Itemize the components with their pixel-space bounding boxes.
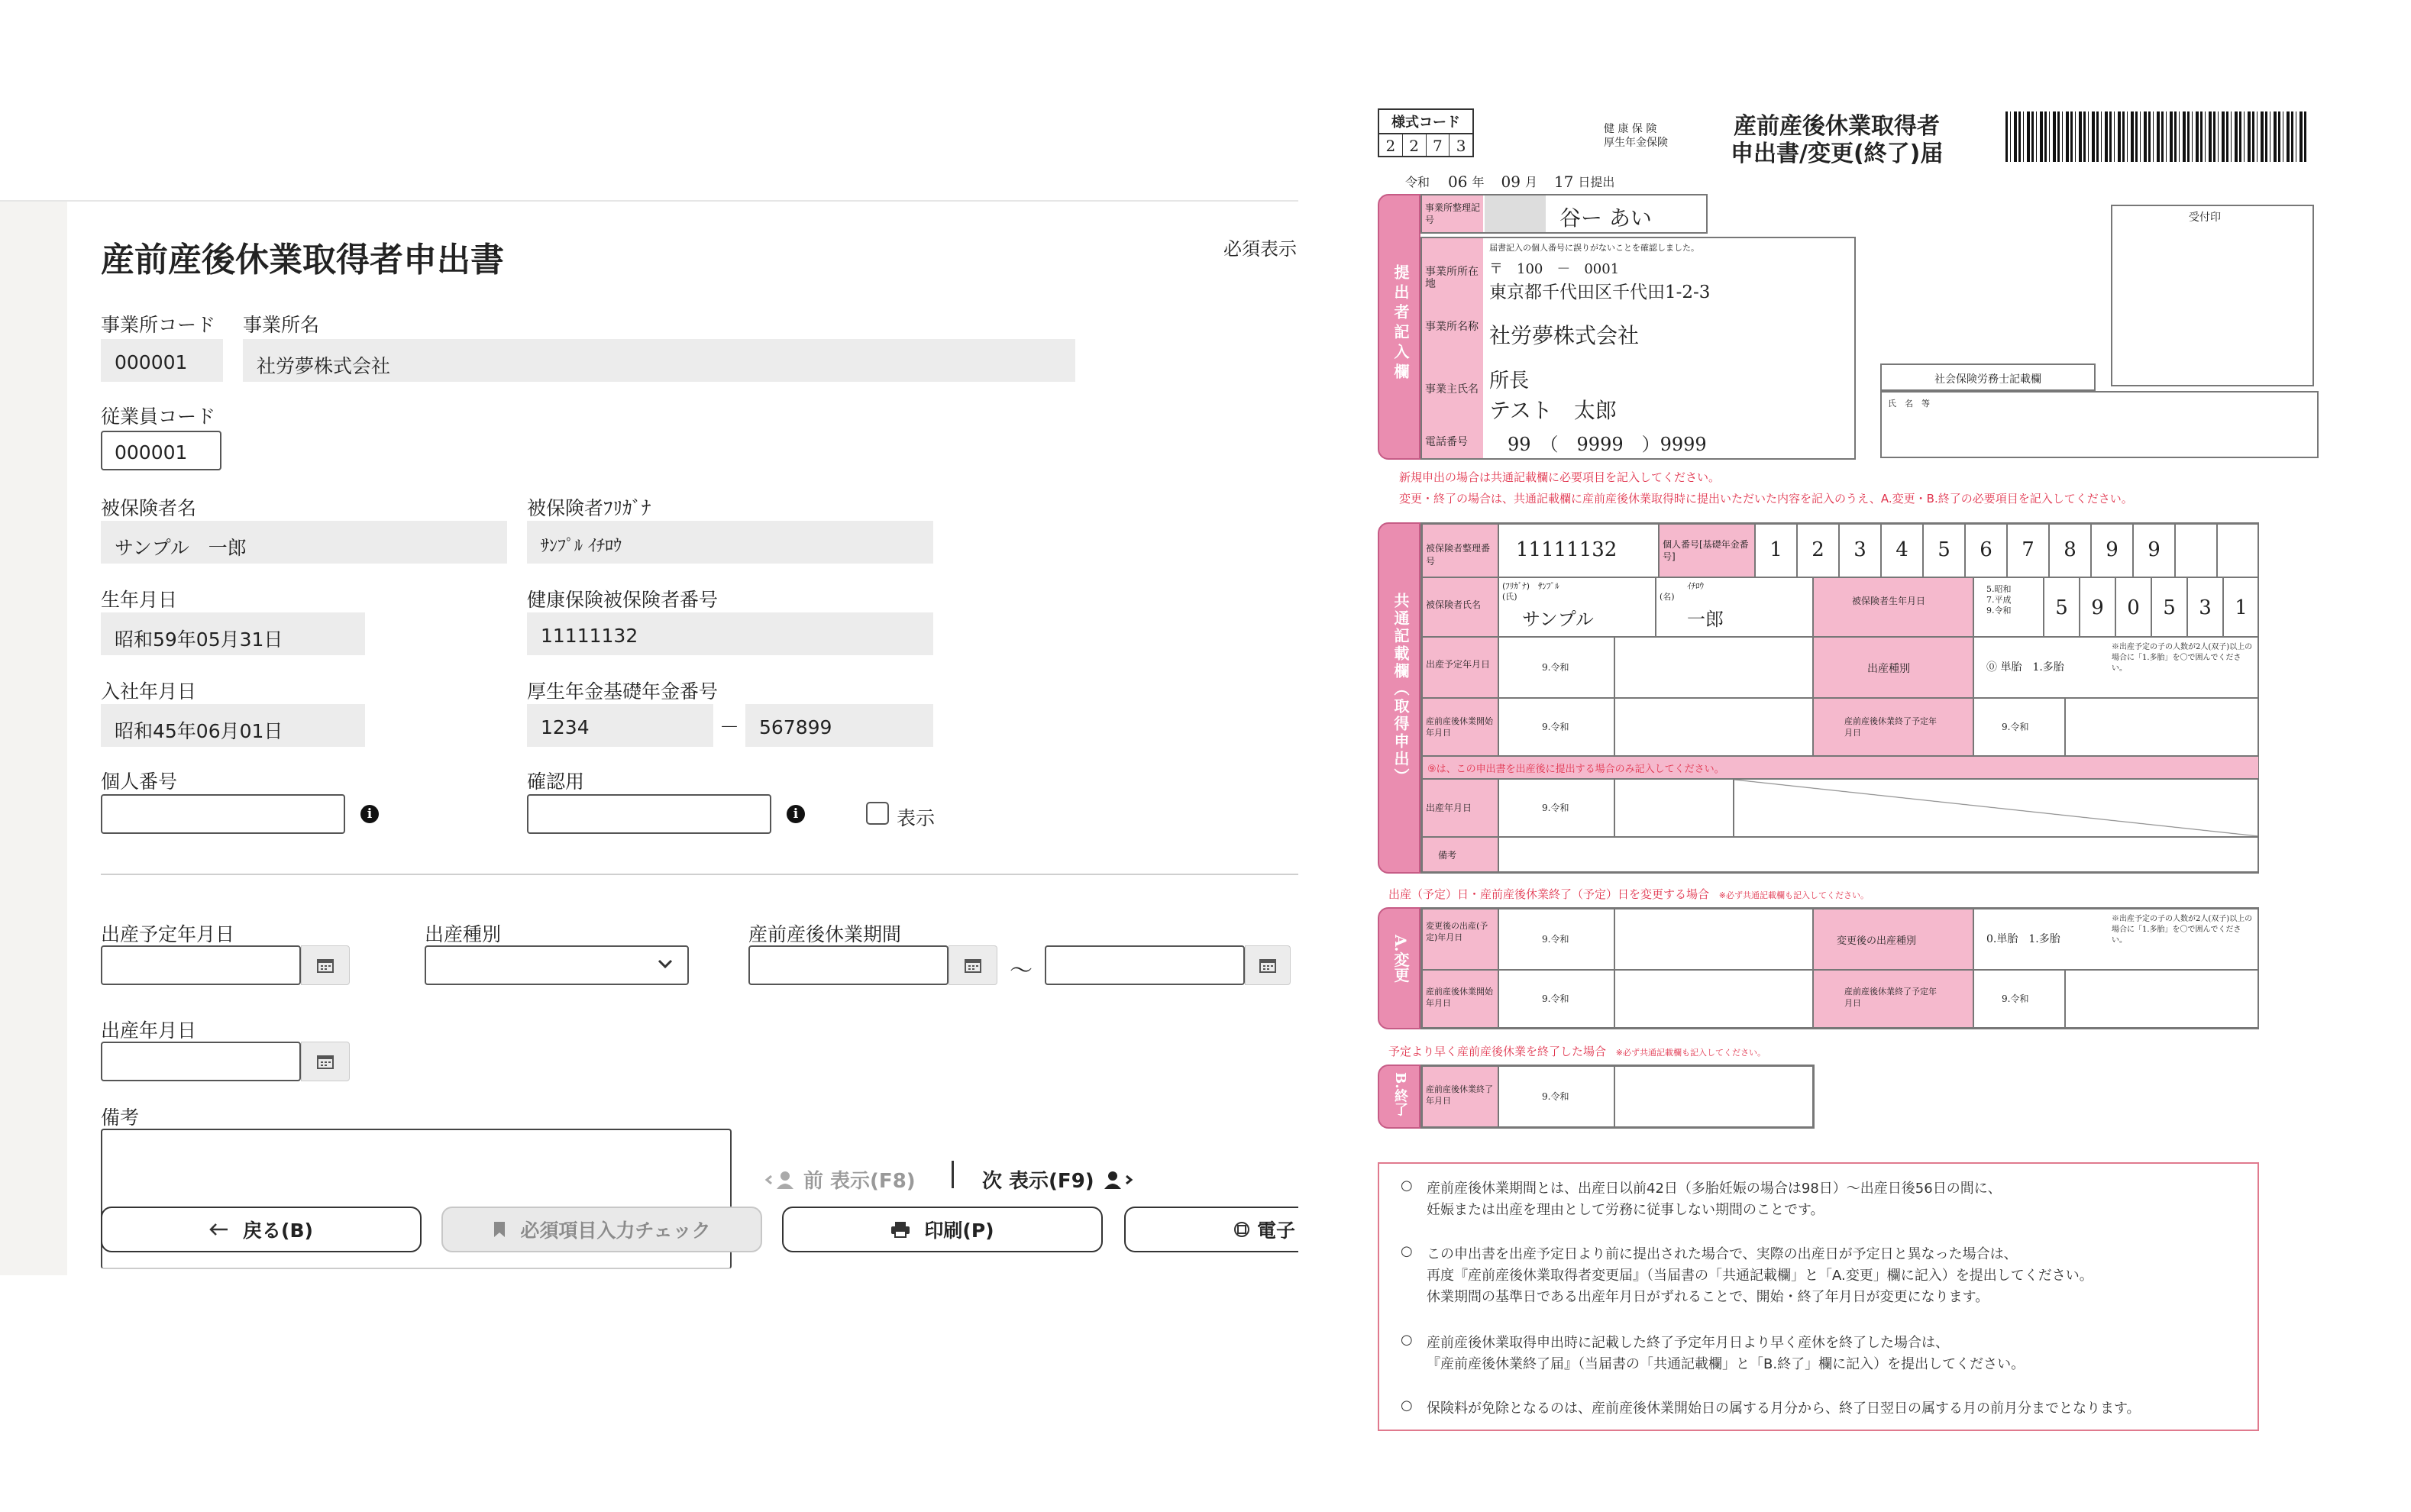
submitter-side-label: 提出者記入欄 xyxy=(1391,264,1410,383)
form-title-line1: 産前産後休業取得者 xyxy=(1734,113,1940,140)
birth-label-form: 被保険者生年月日 xyxy=(1813,577,1973,637)
submit-year: 06 xyxy=(1448,173,1468,191)
form-code-box xyxy=(1378,108,1474,157)
leave-to-calendar-icon[interactable] xyxy=(1245,945,1291,985)
arrow-left-icon xyxy=(209,1222,229,1237)
mynumber-digit: 1 xyxy=(1755,524,1797,577)
application-window xyxy=(0,200,1298,1283)
insured-kana-label: 被保険者ﾌﾘｶﾞﾅ xyxy=(527,497,651,519)
mynumber-digit: 4 xyxy=(1881,524,1923,577)
next-record-link[interactable] xyxy=(982,1165,1134,1194)
change-side-label: A.変更 xyxy=(1391,935,1410,983)
code-digit: 2 xyxy=(1403,134,1427,156)
submit-month-unit: 月 xyxy=(1524,175,1537,189)
submit-month: 09 xyxy=(1501,173,1521,191)
change-type-cell xyxy=(1973,909,2259,970)
join-date-field: 昭和45年06月01日 xyxy=(101,704,365,747)
my-number-label: 個人番号 xyxy=(101,771,178,793)
confirm-info-icon[interactable]: i xyxy=(787,805,805,823)
prev-record-label: 前 表示(F8) xyxy=(803,1170,916,1193)
mynumber-digit: 2 xyxy=(1797,524,1839,577)
change-end-era: 9.令和 xyxy=(1973,970,2065,1028)
note-line: 産前産後休業期間とは、出産日以前42日（多胎妊娠の場合は98日）～出産日後56日の間に、 xyxy=(1427,1181,2002,1197)
mynumber-digit: 7 xyxy=(2007,524,2049,577)
note-line: この申出書を出産予定日より前に提出された場合で、実際の出産日が予定日と異なった場合は、 xyxy=(1427,1246,2018,1262)
leave-start-label-form: 産前産後休業開始年月日 xyxy=(1422,698,1498,756)
birthtype-note: ※出産予定の子の人数が2人(双子)以上の場合に「1.多胎」を〇で囲んでください。 xyxy=(2112,643,2253,673)
mynumber-digit xyxy=(2217,524,2259,577)
form-preview xyxy=(1375,99,2337,1459)
office-no-value: 谷ー あい xyxy=(1559,205,1652,231)
due-era: 9.令和 xyxy=(1498,637,1614,698)
actual-birth-date-label: 出産年月日 xyxy=(101,1019,197,1042)
required-legend: 必須表示 xyxy=(1223,238,1297,260)
leave-period-from-input[interactable] xyxy=(748,945,949,985)
receipt-stamp-box xyxy=(2111,205,2314,386)
code-digit: 7 xyxy=(1427,134,1450,156)
mei-tag: (名) xyxy=(1660,592,1675,602)
mynumber-digit: 9 xyxy=(2091,524,2133,577)
office-name-label: 事業所名称 xyxy=(1425,321,1479,333)
insured-kana-field: ｻﾝﾌﾟﾙ ｲﾁﾛｳ xyxy=(527,521,933,564)
note-line: 再度『産前産後休業取得者変更届』（当届書の「共通記載欄」と「A.変更」欄に記入）を提出してください。 xyxy=(1427,1268,2093,1284)
office-code-field: 000001 xyxy=(101,339,223,382)
leave-period-to-input[interactable] xyxy=(1045,945,1245,985)
confirm-input[interactable] xyxy=(527,794,771,834)
change-date-cells xyxy=(1614,909,1813,970)
electronic-button-label: 電子 xyxy=(1257,1220,1296,1242)
pension-no-separator: － xyxy=(719,716,740,739)
insurance-type-2: 厚生年金保険 xyxy=(1604,137,1668,149)
confirm-note: 届書記入の個人番号に誤りがないことを確認しました。 xyxy=(1489,243,1699,253)
office-address: 東京都千代田区千代田1-2-3 xyxy=(1489,283,1711,302)
electronic-filing-icon xyxy=(1233,1220,1251,1239)
change-start-cells xyxy=(1614,970,1813,1028)
show-checkbox-label: 表示 xyxy=(897,807,936,829)
notes-box xyxy=(1378,1162,2259,1431)
section-divider xyxy=(101,874,1298,875)
mynumber-digit: 3 xyxy=(1839,524,1881,577)
birth-date-field: 昭和59年05月31日 xyxy=(101,612,365,655)
birth-digit: 3 xyxy=(2187,577,2223,637)
change-start-era: 9.令和 xyxy=(1498,970,1614,1028)
birth-type-label: 出産種別 xyxy=(425,923,502,945)
birth-eras xyxy=(1973,577,2044,637)
owner-label: 事業主氏名 xyxy=(1425,383,1479,396)
submit-era: 令和 xyxy=(1405,175,1430,189)
due-date-cells xyxy=(1614,637,1813,698)
owner-name: テスト 太郎 xyxy=(1489,398,1617,423)
change-date-label: 変更後の出産(予定)年月日 xyxy=(1422,909,1498,970)
note-line: 保険料が免除となるのは、産前産後休業開始日の属する月分から、終了日翌日の属する月の前月分までとなります。 xyxy=(1427,1401,2141,1417)
bullet: ○ xyxy=(1401,1397,1413,1413)
mynumber-digit xyxy=(2175,524,2217,577)
office-no-label: 事業所整理記号 xyxy=(1422,195,1483,232)
phone-label: 電話番号 xyxy=(1425,436,1468,448)
prev-record-link[interactable] xyxy=(764,1165,916,1194)
health-insurance-no-field: 11111132 xyxy=(527,612,933,655)
leave-period-label: 産前産後休業期間 xyxy=(748,923,902,945)
due-date-calendar-icon[interactable] xyxy=(301,945,350,985)
change-side-band xyxy=(1378,907,1420,1029)
end-section xyxy=(1420,1065,1815,1129)
period-tilde: ～ xyxy=(1010,958,1033,984)
bullet: ○ xyxy=(1401,1332,1413,1348)
next-record-label: 次 表示(F9) xyxy=(982,1170,1094,1193)
office-name-label: 事業所名 xyxy=(243,314,320,336)
bullet: ○ xyxy=(1401,1178,1413,1194)
office-no-row xyxy=(1420,194,1708,234)
mynumber-digit: 9 xyxy=(2133,524,2175,577)
leave-start-era: 9.令和 xyxy=(1498,698,1614,756)
birth-type-select[interactable] xyxy=(425,945,689,985)
office-no-shaded xyxy=(1485,195,1546,232)
required-check-label: 必須項目入力チェック xyxy=(520,1220,711,1242)
change-end-cells xyxy=(2065,970,2259,1028)
submit-day-unit: 日提出 xyxy=(1578,175,1615,189)
birth-digit: 5 xyxy=(2151,577,2187,637)
insured-sei: サンプル xyxy=(1522,609,1594,630)
due-label-form: 出産予定年月日 xyxy=(1422,637,1498,698)
actual-strike-area xyxy=(1734,779,2259,837)
change-heading-note: ※必ず共通記載欄も記入してください。 xyxy=(1718,890,1870,900)
sharoushi-label: 社会保険労務士記載欄 xyxy=(1880,363,2096,391)
insurance-type-1: 健 康 保 険 xyxy=(1604,123,1657,135)
common-side-band xyxy=(1378,522,1420,874)
change-heading-text: 出産（予定）日・産前産後休業終了（予定）日を変更する場合 xyxy=(1388,887,1710,901)
change-start-label: 産前産後休業開始年月日 xyxy=(1422,970,1498,1028)
office-company-name: 社労夢株式会社 xyxy=(1489,323,1640,348)
birth-digit: 0 xyxy=(2115,577,2151,637)
insured-no-value: 11111132 xyxy=(1498,524,1659,577)
printer-icon xyxy=(890,1221,910,1238)
sharoushi-name-label: 氏 名 等 xyxy=(1888,399,1930,409)
era-heisei: 7.平成 xyxy=(1986,595,2012,605)
confirm-label: 確認用 xyxy=(527,771,585,793)
receipt-label: 受付印 xyxy=(2189,212,2221,224)
birthtype-options: ⓪ 単胎 1.多胎 xyxy=(1986,661,2064,674)
red-note-change: 変更・終了の場合は、共通記載欄に産前産後休業取得時に提出いただいた内容を記入のうえ、A.変更・B.終了の必要項目を記入してください。 xyxy=(1399,492,2133,506)
note-line: 産前産後休業取得申出時に記載した終了予定年月日より早く産休を終了した場合は、 xyxy=(1427,1335,1949,1351)
pension-no-label: 厚生年金基礎年金番号 xyxy=(527,680,719,703)
form-code-label: 様式コード xyxy=(1391,115,1460,131)
my-number-info-icon[interactable]: i xyxy=(360,805,379,823)
birth-digit: 1 xyxy=(2223,577,2259,637)
prev-person-icon xyxy=(764,1169,796,1191)
note-line: 妊娠または出産を理由として労務に従事しない期間のことです。 xyxy=(1427,1202,1824,1218)
birthtype-label-form: 出産種別 xyxy=(1813,637,1973,698)
leave-from-calendar-icon[interactable] xyxy=(949,945,997,985)
bullet: ○ xyxy=(1401,1243,1413,1259)
kana-mei: ｲﾁﾛｳ xyxy=(1687,581,1704,591)
employee-code-input[interactable]: 000001 xyxy=(101,431,221,470)
era-reiwa: 9.令和 xyxy=(1986,606,2012,615)
birth-digit: 5 xyxy=(2044,577,2080,637)
barcode xyxy=(2005,111,2308,162)
my-number-input[interactable] xyxy=(101,794,345,834)
birth-digits xyxy=(2044,577,2259,637)
owner-title: 所長 xyxy=(1489,370,1530,393)
form-title-line2: 申出書/変更(終了)届 xyxy=(1731,141,1944,167)
leave-end-label-form: 産前産後休業終了予定年月日 xyxy=(1813,698,1973,756)
common-side-label: 共通記載欄（取得申出） xyxy=(1391,593,1410,786)
biko-label-form: 備考 xyxy=(1422,837,1498,872)
electronic-button[interactable] xyxy=(1124,1207,1298,1252)
change-type-options: 0.単胎 1.多胎 xyxy=(1986,933,2060,945)
sei-tag: (氏) xyxy=(1502,592,1517,602)
end-date-label: 産前産後休業終了年月日 xyxy=(1422,1066,1498,1127)
mynumber-digit: 5 xyxy=(1923,524,1965,577)
insured-no-label: 被保険者整理番号 xyxy=(1422,524,1498,577)
change-type-label: 変更後の出産種別 xyxy=(1813,909,1973,970)
end-date-cells xyxy=(1614,1066,1813,1127)
end-heading xyxy=(1388,1043,1766,1059)
next-person-icon xyxy=(1102,1169,1134,1191)
change-date-era: 9.令和 xyxy=(1498,909,1614,970)
insured-mei: 一郎 xyxy=(1687,609,1724,630)
end-side-band xyxy=(1378,1065,1420,1129)
end-side-label: B.終了 xyxy=(1392,1072,1408,1116)
submit-year-unit: 年 xyxy=(1472,175,1485,189)
insured-name-label-form: 被保険者氏名 xyxy=(1422,577,1498,637)
join-date-label: 入社年月日 xyxy=(101,680,197,703)
change-heading xyxy=(1388,886,1869,902)
red-note-new: 新規申出の場合は共通記載欄に必要項目を記入してください。 xyxy=(1399,470,1721,484)
mynumber-label: 個人番号[基礎年金番号] xyxy=(1659,524,1755,577)
left-gutter xyxy=(0,202,67,1275)
mynumber-digit: 8 xyxy=(2049,524,2091,577)
back-button[interactable] xyxy=(101,1207,422,1252)
mynumber-digit: 6 xyxy=(1965,524,2007,577)
submit-date xyxy=(1405,173,1614,191)
end-date-era: 9.令和 xyxy=(1498,1066,1614,1127)
phone-number: 99 （ 9999 ）9999 xyxy=(1508,434,1707,455)
actual-date-cells xyxy=(1614,779,1734,837)
birthtype-cell xyxy=(1973,637,2259,698)
mei-cell xyxy=(1656,577,1813,637)
back-button-label: 戻る(B) xyxy=(243,1220,313,1242)
actual-label-form: 出産年月日 xyxy=(1422,779,1498,837)
submit-day: 17 xyxy=(1553,173,1574,191)
leave-start-cells xyxy=(1614,698,1813,756)
era-showa: 5.昭和 xyxy=(1986,584,2012,594)
postal-code: 〒 100 － 0001 xyxy=(1489,261,1620,277)
address-label: 事業所所在地 xyxy=(1425,266,1479,290)
change-end-label: 産前産後休業終了予定年月日 xyxy=(1813,970,1973,1028)
print-button[interactable] xyxy=(782,1207,1103,1252)
sei-cell xyxy=(1498,577,1656,637)
office-name-field: 社労夢株式会社 xyxy=(243,339,1075,382)
form-code-digits xyxy=(1379,133,1472,156)
remarks-label: 備考 xyxy=(101,1107,140,1129)
insured-name-field: サンプル 一郎 xyxy=(101,521,507,564)
office-code-label: 事業所コード xyxy=(101,314,216,336)
nav-divider xyxy=(952,1161,954,1188)
note-line: 休業期間の基準日である出産年月日がずれることで、開始・終了年月日が変更になります。 xyxy=(1427,1289,1989,1305)
required-check-button[interactable] xyxy=(441,1207,762,1252)
print-button-label: 印刷(P) xyxy=(924,1220,994,1242)
page-title: 産前産後休業取得者申出書 xyxy=(101,241,504,279)
mynumber-digits xyxy=(1755,524,2259,577)
pension-no-field-2: 567899 xyxy=(745,704,933,747)
code-digit: 2 xyxy=(1379,134,1403,156)
sharoushi-box xyxy=(1880,391,2319,458)
kana-sei: (ﾌﾘｶﾞﾅ) ｻﾝﾌﾟﾙ xyxy=(1502,581,1559,591)
show-checkbox[interactable] xyxy=(866,802,889,825)
end-heading-text: 予定より早く産前産後休業を終了した場合 xyxy=(1388,1045,1607,1058)
actual-birth-date-input[interactable] xyxy=(101,1042,301,1081)
health-insurance-no-label: 健康保険被保険者番号 xyxy=(527,589,719,611)
leave-end-era: 9.令和 xyxy=(1973,698,2065,756)
biko-cell xyxy=(1498,837,2259,872)
bookmark-icon xyxy=(493,1221,506,1238)
actual-birth-calendar-icon[interactable] xyxy=(301,1042,350,1081)
after-birth-note: ⑨は、この申出書を出産後に提出する場合のみ記入してください。 xyxy=(1422,756,2259,779)
chevron-down-icon[interactable] xyxy=(657,958,674,973)
common-section xyxy=(1420,522,2259,874)
birth-digit: 9 xyxy=(2080,577,2115,637)
submitter-side-band xyxy=(1378,194,1420,460)
pension-no-field-1: 1234 xyxy=(527,704,713,747)
leave-end-cells xyxy=(2065,698,2259,756)
due-date-input[interactable] xyxy=(101,945,301,985)
end-heading-note: ※必ず共通記載欄も記入してください。 xyxy=(1615,1048,1766,1058)
actual-era: 9.令和 xyxy=(1498,779,1614,837)
employee-code-label: 従業員コード xyxy=(101,405,216,428)
change-type-note: ※出産予定の子の人数が2人(双子)以上の場合に「1.多胎」を〇で囲んでください。 xyxy=(2112,915,2253,945)
code-digit: 3 xyxy=(1456,137,1466,155)
birth-date-label: 生年月日 xyxy=(101,589,178,611)
due-date-label: 出産予定年月日 xyxy=(101,923,235,945)
insured-name-label: 被保険者名 xyxy=(101,497,197,519)
change-section xyxy=(1420,907,2259,1029)
note-line: 『産前産後休業終了届』（当届書の「共通記載欄」と「B.終了」欄に記入）を提出してください。 xyxy=(1427,1356,2025,1372)
office-info-block xyxy=(1420,237,1856,460)
